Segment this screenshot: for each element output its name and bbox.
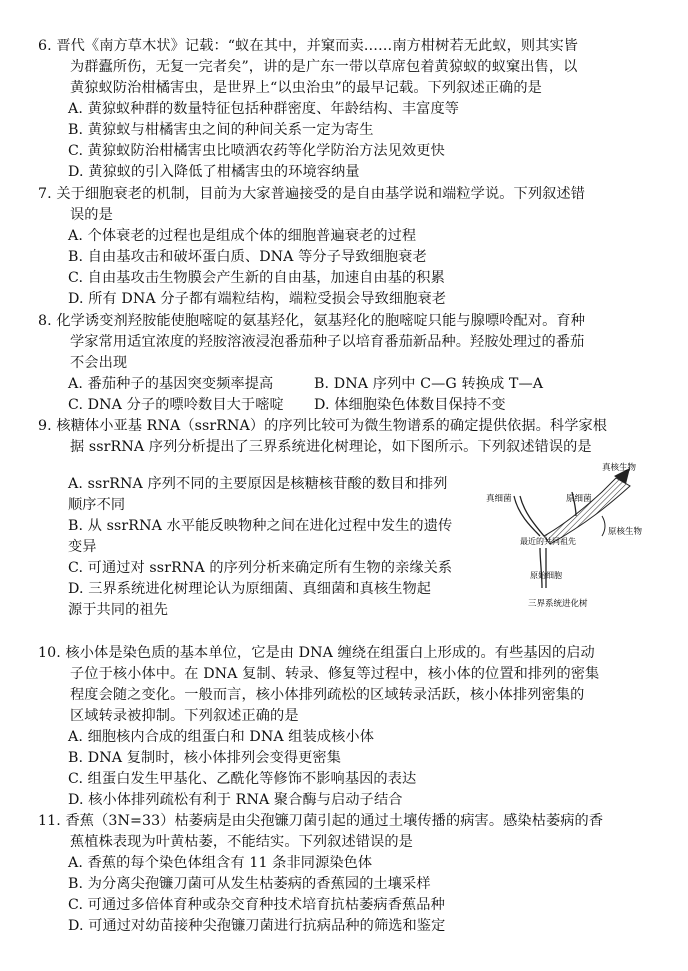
question-6-option-d: D. 黄猄蚁的引入降低了柑橘害虫的环境容纳量 [68, 164, 360, 180]
three-domain-tree-figure [484, 456, 660, 612]
question-9-stem-line-2: 据 ssrRNA 序列分析提出了三界系统进化树理论，如下图所示。下列叙述错误的是 [70, 439, 592, 455]
question-8-option-b: B. DNA 序列中 C—G 转换成 T—A [314, 376, 544, 392]
question-11-option-a: A. 香蕉的每个染色体组含有 11 条非同源染色体 [68, 855, 373, 871]
question-6-option-c: C. 黄猄蚁防治柑橘害虫比喷洒农药等化学防治方法见效更快 [68, 143, 445, 159]
question-7-stem-line-2: 误的是 [70, 207, 113, 223]
label-common-ancestor: 最近的共同祖先 [520, 537, 576, 546]
question-6-stem-line-2: 为群蠹所伤，无复一完者矣”，讲的是广东一带以草席包着黄猄蚁的蚁窠出售，以 [70, 59, 578, 75]
prokaryote-bracket [602, 516, 605, 536]
question-10-option-d: D. 核小体排列疏松有利于 RNA 聚合酶与启动子结合 [68, 792, 403, 808]
question-11-option-d: D. 可通过对幼苗接种尖孢镰刀菌进行抗病品种的筛选和鉴定 [68, 918, 446, 934]
question-10-stem-line-3: 程度会随之变化。一般而言，核小体排列疏松的区域转录活跃，核小体排列密集的 [70, 687, 585, 703]
label-progenote: 原始细胞 [530, 571, 562, 580]
question-10-stem-line-4: 区域转录被抑制。下列叙述正确的是 [70, 708, 299, 724]
question-11-stem-line-1: 11. 香蕉（3N=33）枯萎病是由尖孢镰刀菌引起的通过土壤传播的病害。感染枯萎病的香 [38, 813, 604, 829]
question-9-option-d-line-1: D. 三界系统进化树理论认为原细菌、真细菌和真核生物起 [68, 581, 432, 597]
question-10-stem-line-2: 子位于核小体中。在 DNA 复制、转录、修复等过程中，核小体的位置和排列的密集 [70, 666, 600, 682]
question-8-stem-line-1: 8. 化学诱变剂羟胺能使胞嘧啶的氨基羟化，氨基羟化的胞嘧啶只能与腺嘌呤配对。育种 [38, 313, 585, 329]
question-8-stem-line-2: 学家常用适宜浓度的羟胺溶液浸泡番茄种子以培育番茄新品种。羟胺处理过的番茄 [70, 334, 585, 350]
question-9-option-a-line-2: 顺序不同 [68, 497, 126, 513]
trunk-branch [540, 548, 542, 588]
question-6-stem-line-1: 6. 晋代《南方草木状》记载：“蚁在其中，并窠而卖……南方柑树若无此蚁，则其实皆 [38, 38, 579, 54]
question-9-stem-line-1: 9. 核糖体小亚基 RNA（ssrRNA）的序列比较可为微生物谱系的确定提供依据。科学家根 [38, 418, 608, 434]
question-7-option-a: A. 个体衰老的过程也是组成个体的细胞普遍衰老的过程 [68, 228, 417, 244]
question-8-option-d: D. 体细胞染色体数目保持不变 [314, 397, 506, 413]
figure-caption: 三界系统进化树 [528, 599, 588, 609]
question-11-option-c: C. 可通过多倍体育种或杂交育种技术培育抗枯萎病香蕉品种 [68, 897, 445, 913]
question-11-option-b: B. 为分离尖孢镰刀菌可从发生枯萎病的香蕉园的土壤采样 [68, 876, 431, 892]
question-6-option-a: A. 黄猄蚁种群的数量特征包括种群密度、年龄结构、丰富度等 [68, 101, 460, 117]
eubacteria-branch [514, 496, 540, 536]
question-11-stem-line-2: 蕉植株表现为叶黄枯萎，不能结实。下列叙述错误的是 [70, 834, 413, 850]
question-10-option-a: A. 细胞核内合成的组蛋白和 DNA 组装成核小体 [68, 729, 375, 745]
question-9-option-c: C. 可通过对 ssrRNA 的序列分析来确定所有生物的亲缘关系 [68, 560, 453, 576]
question-6-stem-line-3: 黄猄蚁防治柑橘害虫，是世界上“以虫治虫”的最早记载。下列叙述正确的是 [70, 80, 542, 96]
question-7-option-d: D. 所有 DNA 分子都有端粒结构，端粒受损会导致细胞衰老 [68, 291, 447, 307]
question-9-option-d-line-2: 源于共同的祖先 [68, 602, 169, 618]
question-6-option-b: B. 黄猄蚁与柑橘害虫之间的种间关系一定为寄生 [68, 122, 374, 138]
question-9-option-b-line-2: 变异 [68, 539, 97, 555]
label-eubacteria: 真细菌 [486, 494, 512, 504]
label-eukaryote: 真核生物 [602, 463, 637, 473]
question-10-option-c: C. 组蛋白发生甲基化、乙酰化等修饰不影响基因的表达 [68, 771, 417, 787]
question-10-option-b: B. DNA 复制时，核小体排列会变得更密集 [68, 750, 342, 766]
question-7-stem-line-1: 7. 关于细胞衰老的机制，目前为大家普遍接受的是自由基学说和端粒学说。下列叙述错 [38, 186, 585, 202]
question-8-stem-line-3: 不会出现 [70, 355, 128, 371]
question-10-stem-line-1: 10. 核小体是染色质的基本单位，它是由 DNA 缠绕在组蛋白上形成的。有些基因的启动 [38, 645, 595, 661]
question-9-option-b-line-1: B. 从 ssrRNA 水平能反映物种之间在进化过程中发生的遗传 [68, 518, 453, 534]
label-archaebacteria: 原细菌 [566, 494, 592, 504]
question-7-option-b: B. 自由基攻击和破坏蛋白质、DNA 等分子导致细胞衰老 [68, 249, 427, 265]
question-9-option-a-line-1: A. ssrRNA 序列不同的主要原因是核糖核苷酸的数目和排列 [68, 476, 448, 492]
question-8-option-a: A. 番茄种子的基因突变频率提高 [68, 376, 274, 392]
question-8-option-c: C. DNA 分子的嘌呤数目大于嘧啶 [68, 397, 284, 413]
label-prokaryote: 原核生物 [608, 527, 643, 537]
question-7-option-c: C. 自由基攻击生物膜会产生新的自由基，加速自由基的积累 [68, 270, 445, 286]
